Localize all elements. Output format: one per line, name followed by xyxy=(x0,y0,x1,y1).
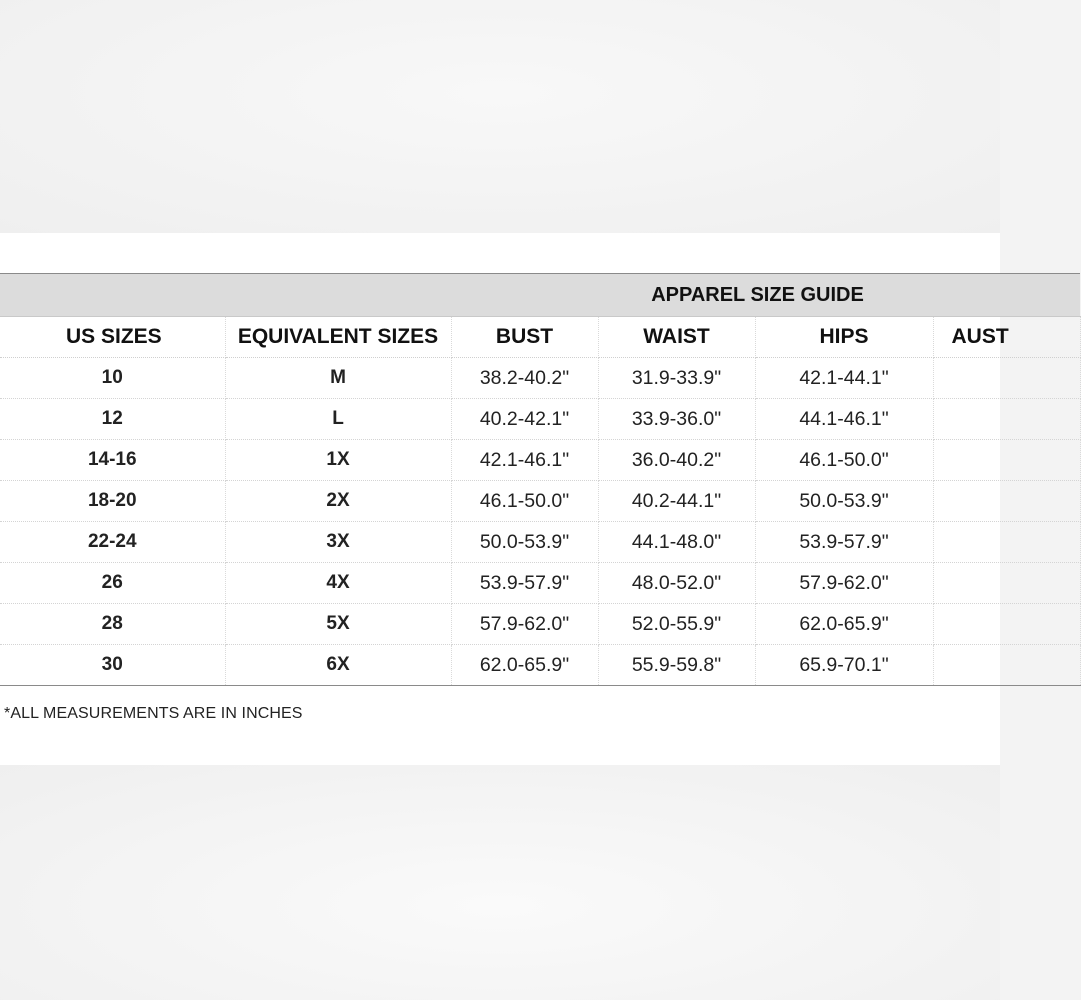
cell-equivalent-size: M xyxy=(225,358,451,399)
cell-aust xyxy=(933,604,1080,645)
table-row xyxy=(0,563,1080,604)
cell-hips: 65.9-70.1" xyxy=(755,645,933,686)
cell-hips: 42.1-44.1" xyxy=(755,358,933,399)
cell-aust xyxy=(933,440,1080,481)
cell-equivalent-size: 3X xyxy=(225,522,451,563)
cell-hips: 62.0-65.9" xyxy=(755,604,933,645)
cell-hips: 44.1-46.1" xyxy=(755,399,933,440)
header-equivalent-sizes: EQUIVALENT SIZES xyxy=(225,317,451,358)
cell-aust xyxy=(933,563,1080,604)
cell-waist: 44.1-48.0" xyxy=(598,522,755,563)
cell-equivalent-size: 6X xyxy=(225,645,451,686)
cell-bust: 50.0-53.9" xyxy=(451,522,598,563)
cell-bust: 53.9-57.9" xyxy=(451,563,598,604)
cell-us-size: 26 xyxy=(0,563,225,604)
cell-aust xyxy=(933,522,1080,563)
title-spacer xyxy=(0,274,451,317)
cell-waist: 55.9-59.8" xyxy=(598,645,755,686)
cell-equivalent-size: 5X xyxy=(225,604,451,645)
header-bust: BUST xyxy=(451,317,598,358)
table-header-row xyxy=(0,317,1080,358)
cell-equivalent-size: L xyxy=(225,399,451,440)
cell-hips: 53.9-57.9" xyxy=(755,522,933,563)
header-waist: WAIST xyxy=(598,317,755,358)
cell-bust: 46.1-50.0" xyxy=(451,481,598,522)
cell-bust: 57.9-62.0" xyxy=(451,604,598,645)
cell-waist: 48.0-52.0" xyxy=(598,563,755,604)
cell-aust xyxy=(933,399,1080,440)
cell-hips: 50.0-53.9" xyxy=(755,481,933,522)
cell-waist: 33.9-36.0" xyxy=(598,399,755,440)
size-guide-card xyxy=(0,233,1009,765)
size-guide-table xyxy=(0,273,1081,686)
table-title: APPAREL SIZE GUIDE xyxy=(451,274,1080,317)
table-title-row xyxy=(0,274,1080,317)
table-row xyxy=(0,399,1080,440)
cell-equivalent-size: 1X xyxy=(225,440,451,481)
cell-us-size: 22-24 xyxy=(0,522,225,563)
table-row xyxy=(0,481,1080,522)
cell-us-size: 12 xyxy=(0,399,225,440)
cell-waist: 36.0-40.2" xyxy=(598,440,755,481)
table-row xyxy=(0,645,1080,686)
cell-us-size: 14-16 xyxy=(0,440,225,481)
cell-waist: 52.0-55.9" xyxy=(598,604,755,645)
background-bottom xyxy=(0,765,1000,1000)
cell-hips: 57.9-62.0" xyxy=(755,563,933,604)
header-us-sizes: US SIZES xyxy=(0,317,225,358)
header-aust: AUST xyxy=(933,317,1080,358)
cell-waist: 40.2-44.1" xyxy=(598,481,755,522)
cell-us-size: 30 xyxy=(0,645,225,686)
cell-equivalent-size: 2X xyxy=(225,481,451,522)
size-table-container xyxy=(0,273,1009,685)
cell-us-size: 10 xyxy=(0,358,225,399)
cell-equivalent-size: 4X xyxy=(225,563,451,604)
table-row xyxy=(0,358,1080,399)
cell-us-size: 18-20 xyxy=(0,481,225,522)
cell-aust xyxy=(933,481,1080,522)
table-row xyxy=(0,604,1080,645)
cell-aust xyxy=(933,358,1080,399)
cell-bust: 38.2-40.2" xyxy=(451,358,598,399)
cell-bust: 42.1-46.1" xyxy=(451,440,598,481)
cell-hips: 46.1-50.0" xyxy=(755,440,933,481)
table-row xyxy=(0,522,1080,563)
header-hips: HIPS xyxy=(755,317,933,358)
cell-bust: 40.2-42.1" xyxy=(451,399,598,440)
cell-waist: 31.9-33.9" xyxy=(598,358,755,399)
background-top xyxy=(0,0,1000,233)
cell-aust xyxy=(933,645,1080,686)
cell-bust: 62.0-65.9" xyxy=(451,645,598,686)
cell-us-size: 28 xyxy=(0,604,225,645)
table-row xyxy=(0,440,1080,481)
measurement-footnote: *ALL MEASUREMENTS ARE IN INCHES xyxy=(4,705,303,722)
